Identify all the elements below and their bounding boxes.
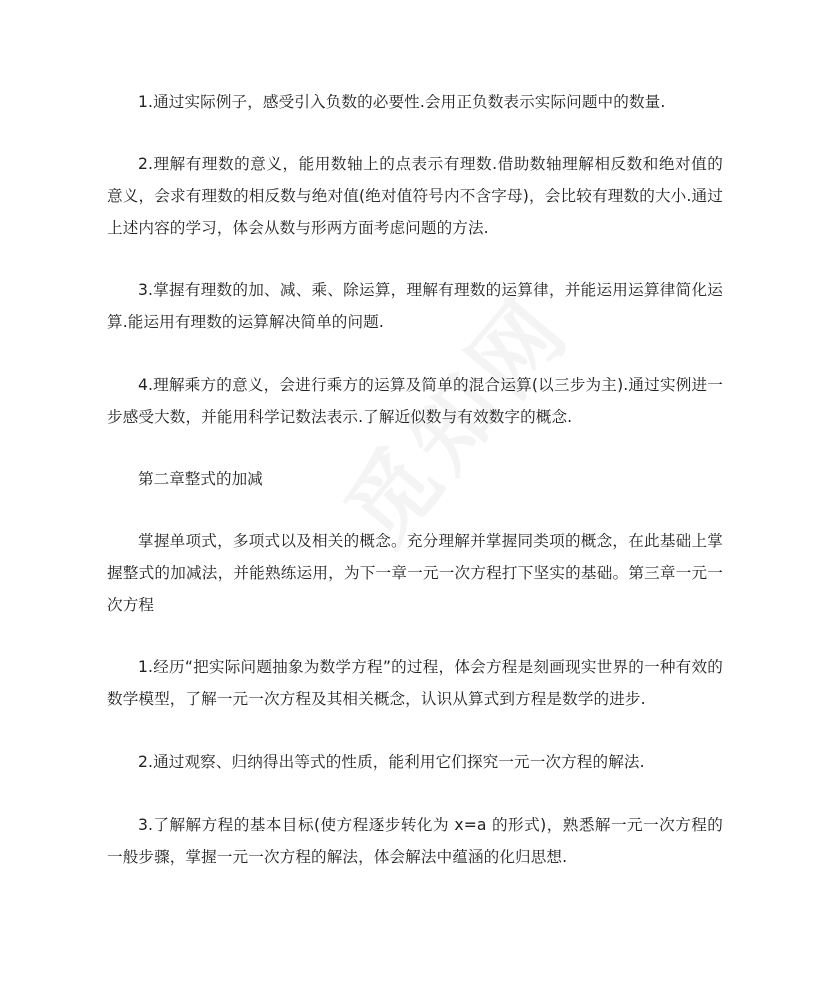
- paragraph-item-2: 2.理解有理数的意义，能用数轴上的点表示有理数.借助数轴理解相反数和绝对值的意义，会求有理数的相反数与绝对值(绝对值符号内不含字母)，会比较有理数的大小.通过上述内容的学习，体会从数与形两方面考虑问题的方法.: [107, 155, 723, 237]
- paragraph-item-1: 1.通过实际例子，感受引入负数的必要性.会用正负数表示实际问题中的数量.: [138, 93, 666, 111]
- paragraph-item-5: 掌握单项式，多项式以及相关的概念。充分理解并掌握同类项的概念，在此基础上掌握整式的加减法，并能熟练运用，为下一章一元一次方程打下坚实的基础。第三章一元一次方程: [107, 532, 723, 614]
- paragraph-spacer: [107, 118, 723, 148]
- paragraph-spacer: [107, 244, 723, 274]
- paragraph-item-7: 2.通过观察、归纳得出等式的性质，能利用它们探究一元一次方程的解法.: [138, 753, 645, 771]
- paragraph-item-8: 3.了解解方程的基本目标(使方程逐步转化为 x=a 的形式)，熟悉解一元一次方程的一般步骤，掌握一元一次方程的解法，体会解法中蕴涵的化归思想.: [107, 816, 723, 866]
- paragraph-item-6: 1.经历“把实际问题抽象为数学方程”的过程，体会方程是刻画现实世界的一种有效的数学模型，了解一元一次方程及其相关概念，认识从算式到方程是数学的进步.: [107, 658, 723, 708]
- document-body: [107, 86, 723, 873]
- paragraph-item-3: 3.掌握有理数的加、减、乘、除运算，理解有理数的运算律，并能运用运算律简化运算.能运用有理数的运算解决简单的问题.: [107, 281, 723, 331]
- paragraph-spacer: [107, 621, 723, 651]
- chapter-heading: 第二章整式的加减: [138, 470, 263, 488]
- paragraph-item-4: 4.理解乘方的意义，会进行乘方的运算及简单的混合运算(以三步为主).通过实例进一步感受大数，并能用科学记数法表示.了解近似数与有效数字的概念.: [107, 376, 723, 426]
- paragraph-spacer: [107, 338, 723, 369]
- paragraph-spacer: [107, 778, 723, 809]
- paragraph-spacer: [107, 433, 723, 463]
- paragraph-spacer: [107, 715, 723, 746]
- paragraph-spacer: [107, 495, 723, 525]
